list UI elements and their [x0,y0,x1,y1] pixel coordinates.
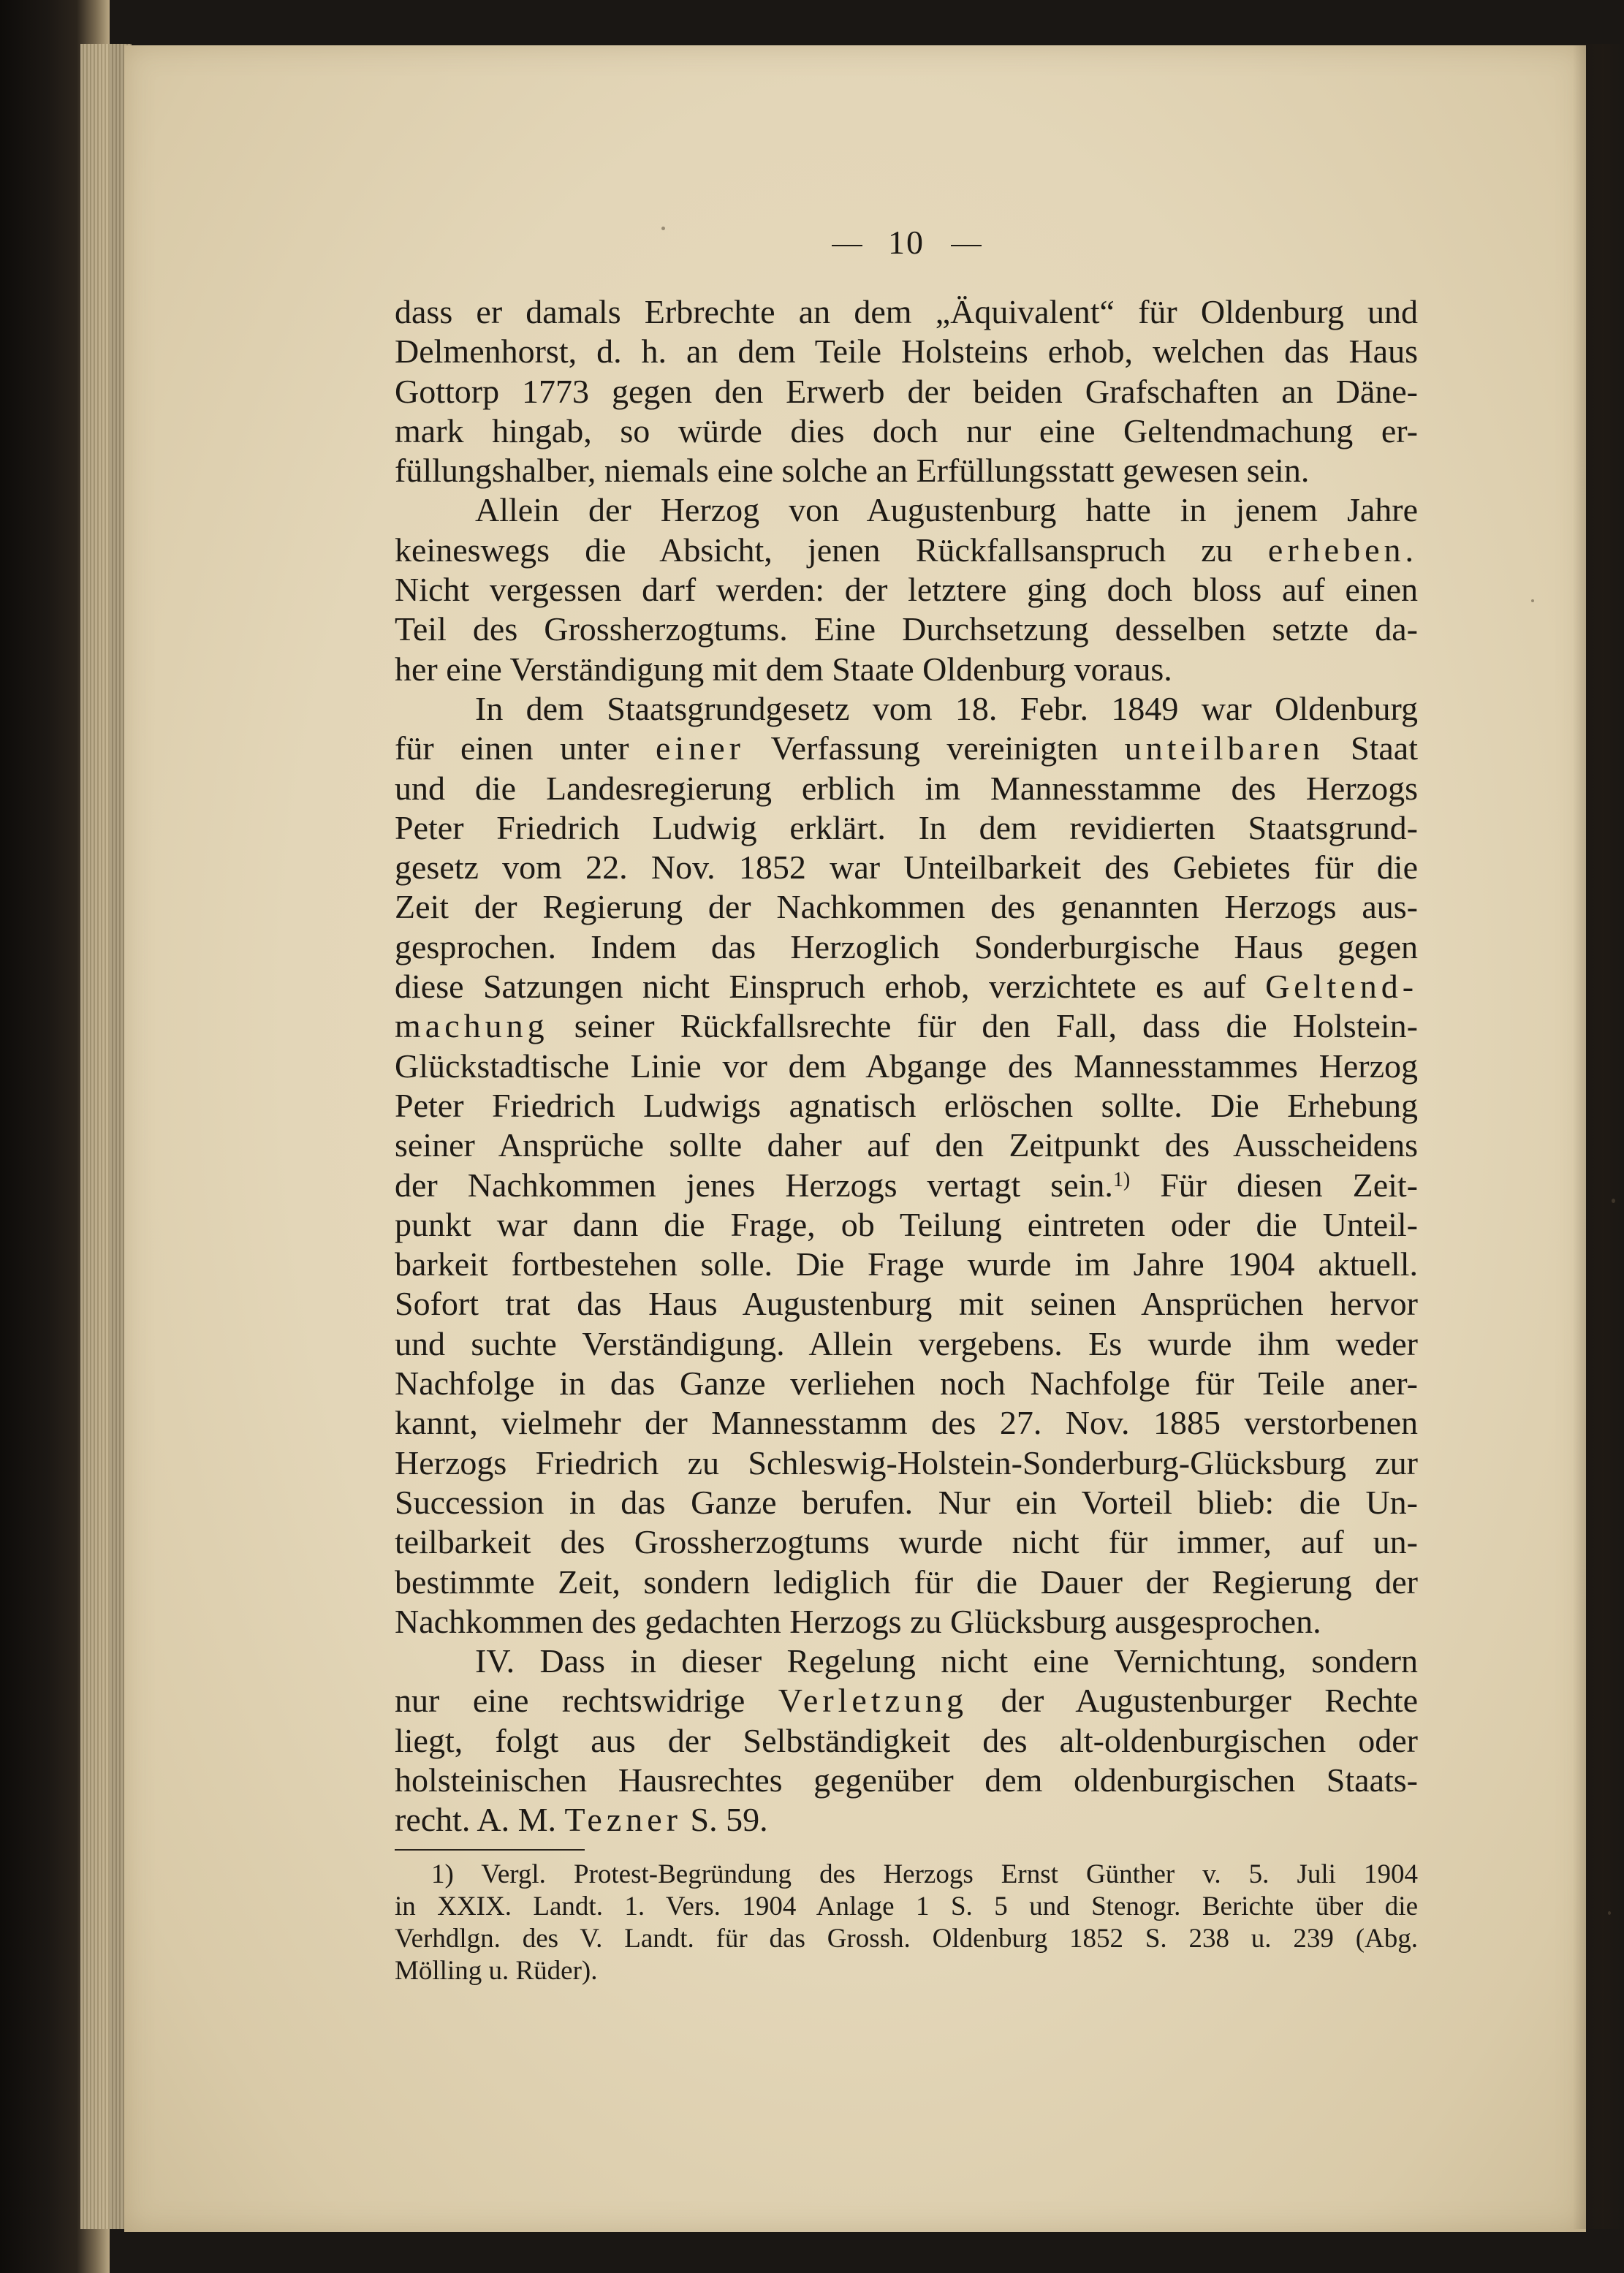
text-line: und die Landesregierung erblich im Mannesstamme des Herzogs [395,769,1418,807]
text-line: Peter Friedrich Ludwig erklärt. In dem revidierten Staatsgrund- [395,808,1418,846]
footnote-line: in XXIX. Landt. 1. Vers. 1904 Anlage 1 S. 5 und Stenogr. Berichte über die [395,1891,1418,1921]
paper-speck [661,227,665,230]
text-line: Peter Friedrich Ludwigs agnatisch erlöschen sollte. Die Erhebung [395,1086,1418,1124]
text-line: für einen unter einer Verfassung vereinigten unteilbaren Staat [395,729,1419,767]
text-line: Glückstadtische Linie vor dem Abgange des Mannesstammes Herzog [395,1047,1418,1085]
text-line: gesetz vom 22. Nov. 1852 war Unteilbarkeit des Gebietes für die [395,849,1418,887]
text-line: Allein der Herzog von Augustenburg hatte in jenem Jahre [475,491,1418,529]
text-line: Succession in das Ganze berufen. Nur ein Vorteil blieb: die Un- [395,1483,1418,1521]
text-line: bestimmte Zeit, sondern lediglich für die Dauer der Regierung der [395,1563,1418,1601]
text-line: In dem Staatsgrundgesetz vom 18. Febr. 1849 war Oldenburg [475,689,1418,727]
body-text [395,292,1418,1840]
text-line: diese Satzungen nicht Einspruch erhob, verzichtete es auf Geltend- [395,968,1419,1006]
text-line: her eine Verständigung mit dem Staate Oldenburg voraus. [395,650,1172,688]
text-line: Zeit der Regierung der Nachkommen des genannten Herzogs aus- [395,888,1418,926]
text-line: Nicht vergessen darf werden: der letztere ging doch bloss auf einen [395,571,1418,609]
text-line: holsteinischen Hausrechtes gegenüber dem oldenburgischen Staats- [395,1761,1418,1799]
text-line: IV. Dass in dieser Regelung nicht eine Vernichtung, sondern [475,1642,1418,1680]
text-line: machung seiner Rückfallsrechte für den Fall, dass die Holstein- [395,1007,1419,1045]
footnote-line: 1) Vergl. Protest-Begründung des Herzogs Ernst Günther v. 5. Juli 1904 [431,1859,1418,1889]
text-line: liegt, folgt aus der Selbständigkeit des alt-oldenburgischen oder [395,1721,1418,1759]
footnote-line: Mölling u. Rüder). [395,1956,598,1986]
text-line: teilbarkeit des Grossherzogtums wurde nicht für immer, auf un- [395,1523,1418,1561]
text-line: und suchte Verständigung. Allein vergebens. Es wurde ihm weder [395,1324,1418,1362]
text-line: der Nachkommen jenes Herzogs vertagt sein.$^{1)}$ Für diesen Zeit- [395,1166,1418,1204]
paper-speck [1608,1911,1611,1915]
text-line: recht. A. M. Tezner S. 59. [395,1801,768,1839]
header-dash-left [832,245,862,246]
text-line: Delmenhorst, d. h. an dem Teile Holsteins erhob, welchen das Haus [395,333,1418,371]
text-line: barkeit fortbestehen solle. Die Frage wurde im Jahre 1904 aktuell. [395,1245,1418,1283]
gutter-shadow [1573,44,1624,2229]
paper-speck [1612,1199,1615,1203]
text-line: nur eine rechtswidrige Verletzung der Augustenburger Rechte [395,1682,1418,1720]
text-line: Herzogs Friedrich zu Schleswig-Holstein-Sonderburg-Glücksburg zur [395,1443,1418,1481]
text-line: Gottorp 1773 gegen den Erwerb der beiden Grafschaften an Däne- [395,372,1418,410]
text-line: punkt war dann die Frage, ob Teilung eintreten oder die Unteil- [395,1205,1418,1243]
text-line: dass er damals Erbrechte an dem „Äquivalent“ für Oldenburg und [395,293,1418,330]
text-line: füllungshalber, niemals eine solche an Erfüllungsstatt gewesen sein. [395,452,1310,490]
text-line: mark hingab, so würde dies doch nur eine Geltendmachung er- [395,411,1418,449]
page-header [395,223,1418,262]
text-line: kannt, vielmehr der Mannesstamm des 27. Nov. 1885 verstorbenen [395,1404,1418,1442]
header-dash-right [951,245,982,246]
text-line: Sofort trat das Haus Augustenburg mit seinen Ansprüchen hervor [395,1285,1418,1323]
text-line: Nachfolge in das Ganze verliehen noch Nachfolge für Teile aner- [395,1365,1418,1403]
text-line: keineswegs die Absicht, jenen Rückfallsanspruch zu erheben. [395,531,1418,569]
footnote-separator [395,1849,585,1851]
page-number: 10 [888,224,925,261]
footnotes [395,1859,1418,1987]
paper-speck [1531,599,1534,602]
text-line: Nachkommen des gedachten Herzogs zu Glücksburg ausgesprochen. [395,1602,1321,1640]
text-line: gesprochen. Indem das Herzoglich Sonderburgische Haus gegen [395,927,1418,965]
text-line: Teil des Grossherzogtums. Eine Durchsetzung desselben setzte da- [395,610,1418,648]
text-line: seiner Ansprüche sollte daher auf den Zeitpunkt des Ausscheidens [395,1126,1418,1164]
footnote-line: Verhdlgn. des V. Landt. für das Grossh. Oldenburg 1852 S. 238 u. 239 (Abg. [395,1924,1418,1954]
